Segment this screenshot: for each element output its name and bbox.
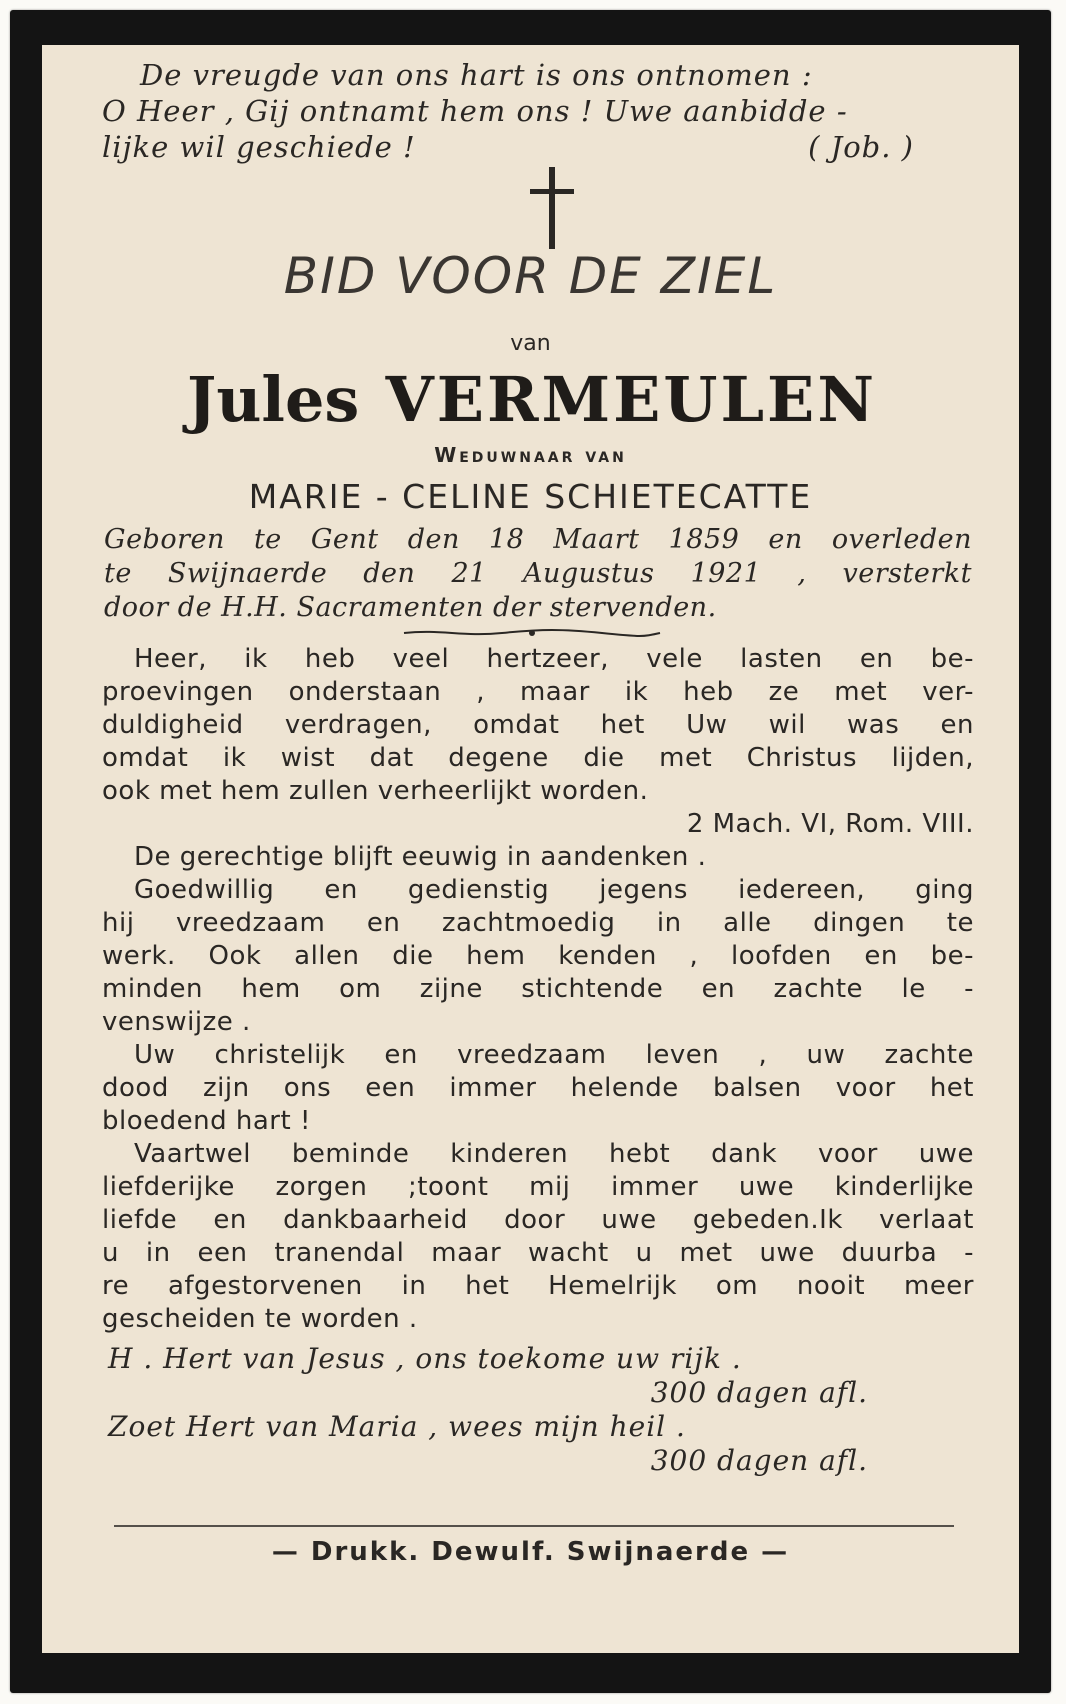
text-line: proevingen onderstaan , maar ik heb ze met ver- bbox=[102, 677, 974, 707]
memorial-card bbox=[10, 10, 1051, 1693]
indulgence: 300 dagen afl. bbox=[650, 1444, 868, 1477]
text-line: hij vreedzaam en zachtmoedig in alle dingen te bbox=[102, 908, 974, 938]
text-line: bloedend hart ! bbox=[102, 1106, 311, 1136]
birth-line: door de H.H. Sacramenten der stervenden. bbox=[104, 592, 717, 623]
text-line: Heer, ik heb veel hertzeer, vele lasten en be- bbox=[134, 644, 974, 674]
divider-rule bbox=[114, 1525, 954, 1527]
text-line: Uw christelijk en vreedzaam leven , uw zachte bbox=[134, 1040, 974, 1070]
deceased-name bbox=[187, 363, 877, 436]
widower-label: Weduwnaar van bbox=[434, 443, 627, 467]
page-title: BID VOOR DE ZIEL bbox=[283, 247, 778, 305]
epigraph bbox=[102, 57, 974, 165]
epigraph-line: De vreugde van ons hart is ons ontnomen : bbox=[140, 58, 813, 92]
text-line: gescheiden te worden . bbox=[102, 1304, 418, 1334]
memorial-text bbox=[102, 643, 974, 1336]
scripture-reference: 2 Mach. VI, Rom. VIII. bbox=[686, 809, 974, 839]
text-line: u in een tranendal maar wacht u met uwe duurba - bbox=[102, 1238, 974, 1268]
text-line: duldigheid verdragen, omdat het Uw wil was en bbox=[102, 710, 974, 740]
prayers bbox=[108, 1342, 868, 1478]
text-line: venswijze . bbox=[102, 1007, 251, 1037]
text-line: werk. Ook allen die hem kenden , loofden en be- bbox=[102, 941, 974, 971]
text-line: Goedwillig en gedienstig jegens iedereen, ging bbox=[134, 875, 974, 905]
text-line: ook met hem zullen verheerlijkt worden. bbox=[102, 776, 649, 806]
spouse-name: MARIE - CELINE SCHIETECATTE bbox=[248, 477, 813, 516]
indulgence: 300 dagen afl. bbox=[650, 1376, 868, 1409]
epigraph-source: ( Job. ) bbox=[808, 130, 914, 164]
text-line: liefde en dankbaarheid door uwe gebeden.Ik verlaat bbox=[102, 1205, 974, 1235]
latin-cross-icon bbox=[528, 167, 576, 249]
text-line: minden hem om zijne stichtende en zachte le - bbox=[102, 974, 974, 1004]
text-line: omdat ik wist dat degene die met Christus lijden, bbox=[102, 743, 974, 773]
epigraph-row bbox=[102, 129, 974, 165]
printer-credit: — Drukk. Dewulf. Swijnaerde — bbox=[271, 1537, 790, 1567]
birth-line: Geboren te Gent den 18 Maart 1859 en overleden bbox=[104, 524, 972, 555]
text-line: re afgestorvenen in het Hemelrijk om nooit meer bbox=[102, 1271, 974, 1301]
text-line: dood zijn ons een immer helende balsen voor het bbox=[102, 1073, 974, 1103]
epigraph-line: O Heer , Gij ontnamt hem ons ! Uwe aanbidde - bbox=[102, 94, 848, 128]
surname: VERMEULEN bbox=[385, 363, 877, 436]
birth-line: te Swijnaerde den 21 Augustus 1921 , versterkt bbox=[104, 558, 972, 589]
text-line: De gerechtige blijft eeuwig in aandenken . bbox=[134, 842, 707, 872]
prayer-line: H . Hert van Jesus , ons toekome uw rijk . bbox=[108, 1342, 742, 1375]
ornamental-divider-icon bbox=[402, 627, 662, 639]
epigraph-line: lijke wil geschiede ! bbox=[102, 130, 416, 164]
text-line: Vaartwel beminde kinderen hebt dank voor uwe bbox=[134, 1139, 974, 1169]
card-paper bbox=[42, 45, 1019, 1653]
van-label: van bbox=[510, 331, 551, 356]
text-line: liefderijke zorgen ;toont mij immer uwe kinderlijke bbox=[102, 1172, 974, 1202]
birth-death-details bbox=[104, 523, 972, 625]
prayer-line: Zoet Hert van Maria , wees mijn heil . bbox=[108, 1410, 686, 1443]
first-name: Jules bbox=[187, 363, 360, 436]
